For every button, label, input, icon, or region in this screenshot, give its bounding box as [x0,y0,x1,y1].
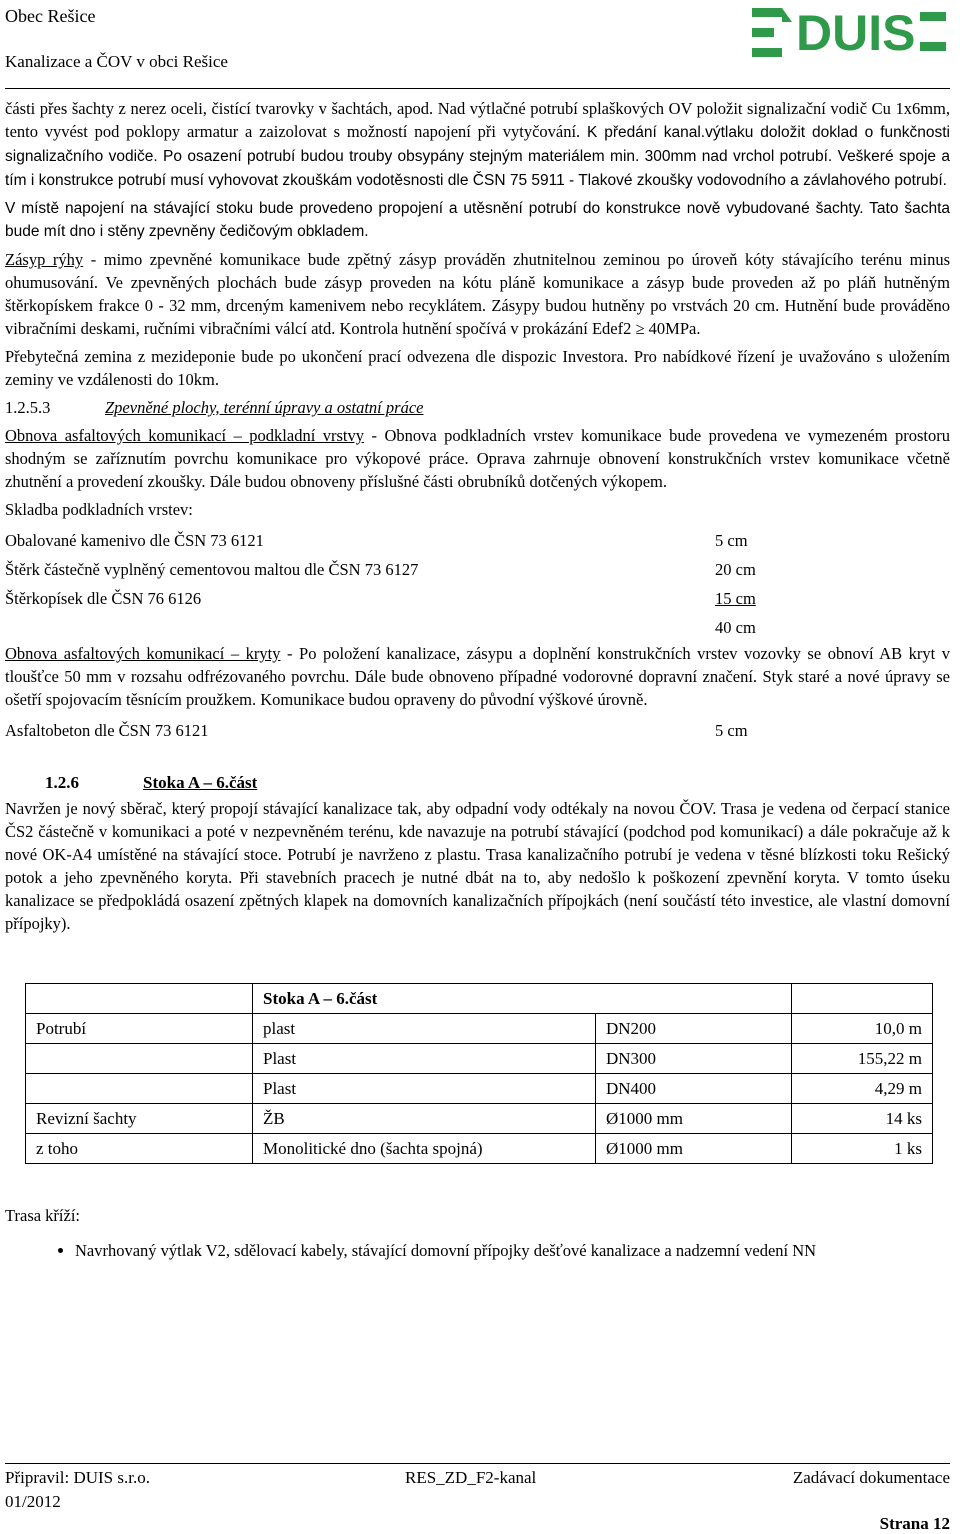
paragraph-zasyp: Zásyp rýhy - mimo zpevněné komunikace bude zpětný zásyp prováděn zhutnitelnou zeminou po úroveň kóty stávajícího terénu minus ohumusování. Ve zpevněných plochách bude zásyp proveden na kótu pláně komunikace a zásyp bude proveden až po pláň hutněným štěrkopískem frakce 0 - 32 mm, drceným kamenivem nebo recyklátem. Zásypy budou hutněny po vrstvách 20 cm. Hutnění bude prováděno vibračními deskami, ručními vibračními válcí atd. Kontrola hutnění spočívá v prokázání Edef2 ≥ 40MPa. [5,250,950,338]
table-row: z toho Monolitické dno (šachta spojná) Ø1000 mm 1 ks [26,1134,933,1164]
paragraph-prebytecna-zemina: Přebytečná zemina z mezideponie bude po ukončení prací odvezena dle dispozic Investora. Pro nabídkové řízení je uvažováno s uložením zeminy ve vzdálenosti do 10km. [5,347,950,389]
table-row: Plast DN400 4,29 m [26,1074,933,1104]
footer-code: RES_ZD_F2-kanal [405,1468,537,1487]
table-title: Stoka A – 6.část [253,984,792,1014]
trasa-list [5,1239,950,1262]
list-item: • Navrhovaný výtlak V2, sdělovací kabely, stávající domovní přípojky dešťové kanalizace a nadzemní vedení NN [75,1239,950,1262]
layer-row: Obalované kamenivo dle ČSN 73 6121 5 cm [5,531,748,550]
asfaltobeton-row: Asfaltobeton dle ČSN 73 6121 5 cm [5,721,748,740]
trasa-label: Trasa kříží: [5,1206,81,1225]
table-header-row [26,984,933,1014]
layers-list [5,526,950,642]
paragraph-signalizace: části přes šachty z nerez oceli, čistící tvarovky v šachtách, apod. Nad výtlačné potrubí splaškových OV položit signalizační vodič Cu 1x6mm, tento vyvést pod poklopy armatur a zaizolovat s možností napojení při vytyčování. K předání kanal.výtlaku doložit doklad o funkčnosti signalizačního vodiče. Po osazení potrubí budou trouby obsypány stejným materiálem min. 300mm nad vrchol potrubí. Veškeré spoje a tím i konstrukce potrubí musí vyhovovat zkouškám vodotěsnosti dle ČSN 75 5911 - Tlakové zkoušky vodovodního a závlahového potrubí. [5,99,950,189]
paragraph-napojeni: V místě napojení na stávající stoku bude provedeno propojení a utěsnění potrubí do konstrukce nově vybudované šachty. Tato šachta bude mít dno i stěny zpevněny čedičovým obkladem. [5,200,950,240]
layer-row: Štěrk částečně vyplněný cementovou maltou dle ČSN 73 6127 20 cm [5,560,756,579]
page-number: Strana 12 [879,1514,950,1533]
footer-date: 01/2012 [5,1492,61,1511]
paragraph-stoka-popis: Navržen je nový sběrač, který propojí stávající kanalizace tak, aby odpadní vody odtékaly na novou ČOV. Trasa je vedena od čerpací stanice ČS2 částečně v komunikaci a poté v nezpevněném terénu, kde navazuje na potrubí stávající (podchod pod komunikací) a dále pokračuje až k nové OK-A4 umístěné na stávající stoce. Potrubí je navrženo z plastu. Trasa kanalizačního potrubí je vedena v těsné blízkosti toku Rešický potok a jeho zpevněného koryta. Při stavebních pracech je nutné dbát na to, aby nedošlo k poškození zpevnění koryta. V tomto úseku kanalizace se předpokládá osazení zpětných klapek na domovních kanalizačních přípojkách (není součástí této investice, ale vlastní domovní přípojky). [5,799,950,933]
header-municipality: Obec Rešice [5,6,96,26]
stoka-table [25,983,933,1164]
table-row: Potrubí plast DN200 10,0 m [26,1014,933,1044]
paragraph-podkladni-vrstvy: Obnova asfaltových komunikací – podkladní vrstvy - Obnova podkladních vrstev komunikace bude provedena ve vymezeném prostoru shodným se zaříznutím povrchu komunikace pro výkopové práce. Oprava zahrnuje obnovení konstrukčních vrstev komunikace včetně zhutnění a provedení zkoušky. Dále budou obnoveny příslušné části obrubníků dotčených výkopem. [5,426,950,491]
layer-total-row: 40 cm [715,618,756,637]
page-header [5,0,950,89]
paragraph-kryty: Obnova asfaltových komunikací – kryty - Po položení kanalizace, zásypu a doplnění konstrukčních vrstev vozovky se obnoví AB kryt v tloušťce 50 mm v rozsahu odfrézovaného povrchu. Dále bude obnoveno případné vodorovné dopravní značení. Styk staré a nové úpravy se ošetří spojovacím těsnícím proužkem. Komunikace budou opraveny do původní výškové úrovně. [5,644,950,709]
table-row: Revizní šachty ŽB Ø1000 mm 14 ks [26,1104,933,1134]
skladba-label: Skladba podkladních vrstev: [5,500,193,519]
footer-author: Připravil: DUIS s.r.o. [5,1468,150,1487]
header-project: Kanalizace a ČOV v obci Rešice [5,52,228,71]
section-126-heading: 1.2.6 Stoka A – 6.část [45,773,258,792]
logo-text: DUIS [796,5,916,61]
page-footer [5,1463,950,1533]
table-row: Plast DN300 155,22 m [26,1044,933,1074]
section-1253-heading: 1.2.5.3 Zpevněné plochy, terénní úpravy a ostatní práce [5,398,424,417]
duis-logo [750,2,950,62]
layer-row: Štěrkopísek dle ČSN 76 6126 15 cm [5,589,756,608]
footer-doc-type: Zadávací dokumentace [792,1468,950,1487]
document-page [5,0,950,1262]
